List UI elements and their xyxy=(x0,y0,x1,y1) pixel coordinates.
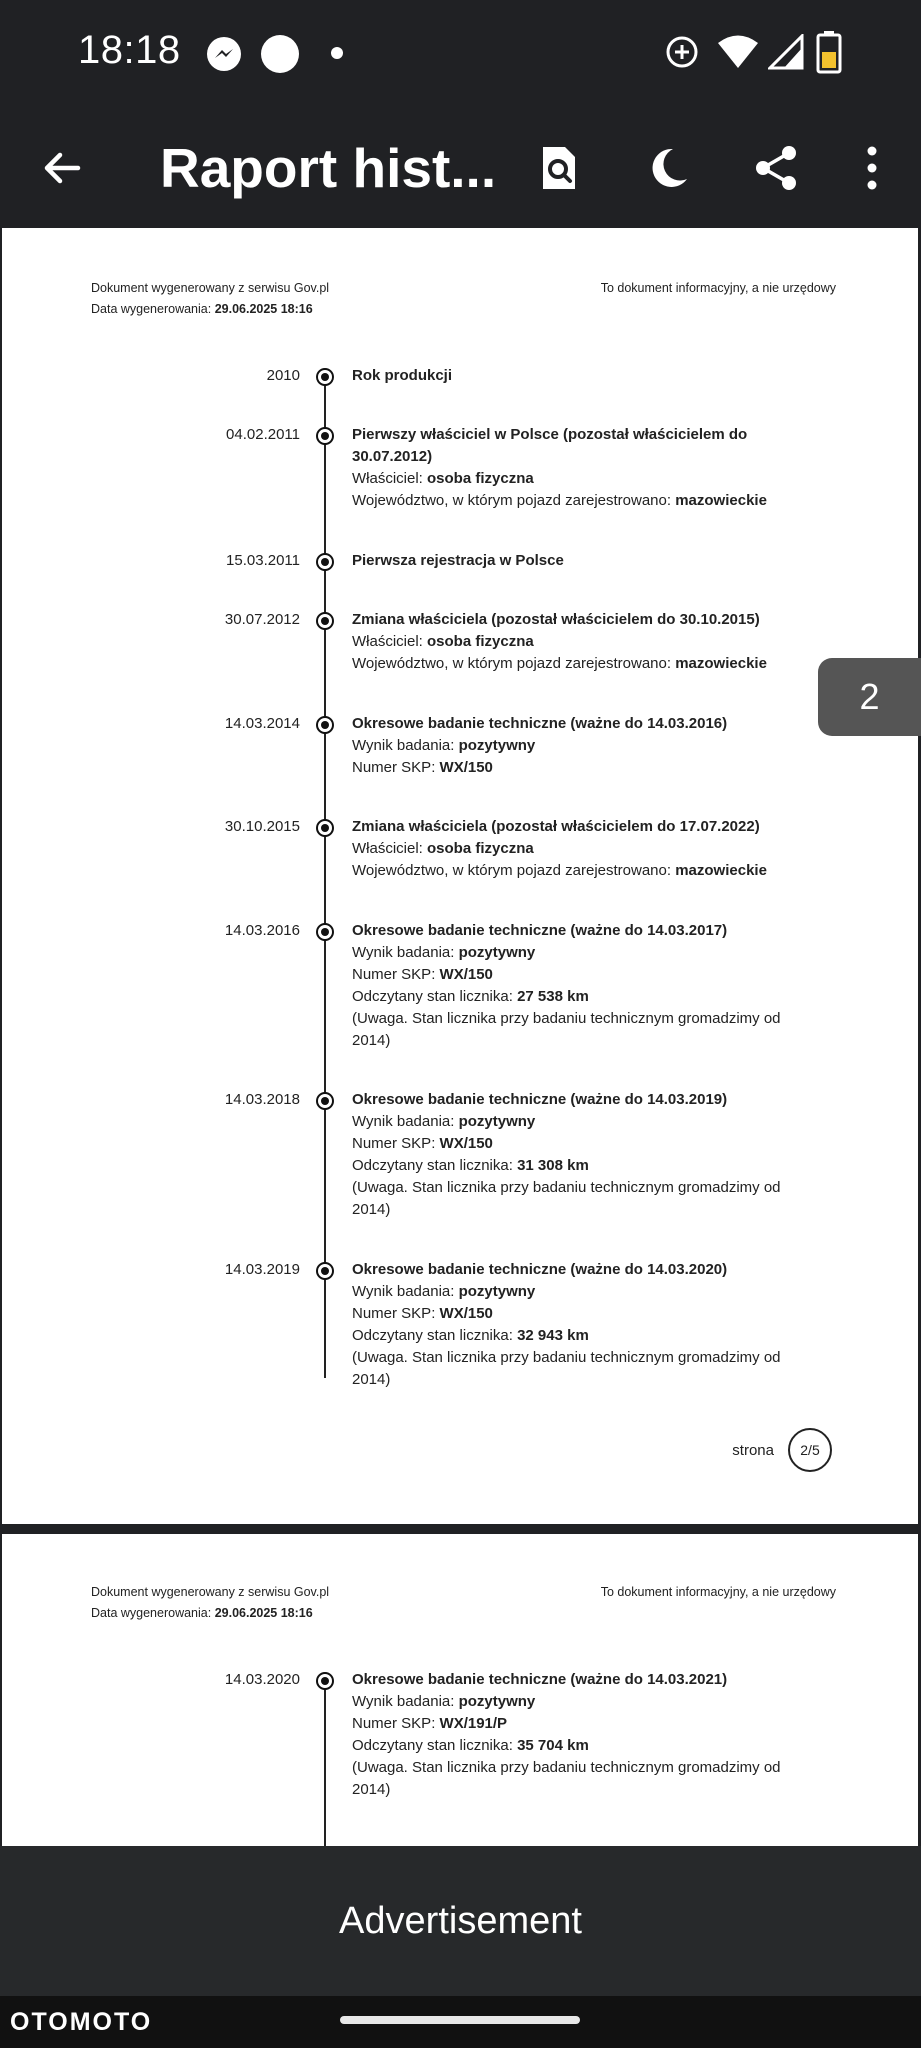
moon-icon xyxy=(645,145,691,191)
signal-icon xyxy=(768,34,804,70)
timeline-dot-icon xyxy=(316,1262,334,1280)
search-document-icon xyxy=(537,143,583,193)
event-date: 14.03.2016 xyxy=(224,922,300,939)
page-title: Raport hist... xyxy=(160,137,497,199)
navigation-bar xyxy=(0,1996,921,2048)
event-detail: Województwo, w którym pojazd zarejestrowano: mazowieckie xyxy=(352,655,767,672)
event-title: Rok produkcji xyxy=(352,367,453,384)
find-in-document-button[interactable] xyxy=(530,138,590,198)
status-bar xyxy=(0,0,921,108)
timeline-line xyxy=(324,1680,326,1846)
page-label: strona xyxy=(732,1441,774,1459)
home-gesture-handle[interactable] xyxy=(340,2016,580,2024)
event-detail: Odczytany stan licznika: 32 943 km xyxy=(352,1327,589,1344)
document-page-2 xyxy=(2,228,918,1524)
timeline-dot-icon xyxy=(316,612,334,630)
header-source: Dokument wygenerowany z serwisu Gov.pl xyxy=(91,281,330,295)
header-generated: Data wygenerowania: 29.06.2025 18:16 xyxy=(91,1606,313,1620)
event-note: (Uwaga. Stan licznika przy badaniu technicznym gromadzimy od 2014) xyxy=(352,1179,781,1218)
messenger-icon xyxy=(206,36,242,72)
timeline-dot-icon xyxy=(316,1672,334,1690)
more-options-button[interactable] xyxy=(842,138,902,198)
timeline-dot-icon xyxy=(316,716,334,734)
page-indicator xyxy=(732,1428,832,1472)
event-note: (Uwaga. Stan licznika przy badaniu technicznym gromadzimy od 2014) xyxy=(352,1349,781,1388)
event-date: 14.03.2019 xyxy=(224,1261,300,1278)
back-button[interactable] xyxy=(32,138,92,198)
timeline-dot-icon xyxy=(316,819,334,837)
event-title: Okresowe badanie techniczne (ważne do 14.03.2021) xyxy=(352,1671,728,1688)
timeline-dot-icon xyxy=(316,427,334,445)
event-detail: Właściciel: osoba fizyczna xyxy=(352,840,534,857)
event-detail: Województwo, w którym pojazd zarejestrowano: mazowieckie xyxy=(352,492,767,509)
timeline-line xyxy=(324,376,326,1378)
event-detail: Odczytany stan licznika: 31 308 km xyxy=(352,1157,589,1174)
event-date: 15.03.2011 xyxy=(226,552,300,569)
event-note: (Uwaga. Stan licznika przy badaniu technicznym gromadzimy od 2014) xyxy=(352,1010,781,1049)
event-title: Zmiana właściciela (pozostał właścicielem do 30.10.2015) xyxy=(352,611,760,628)
header-disclaimer: To dokument informacyjny, a nie urzędowy xyxy=(600,281,836,295)
share-button[interactable] xyxy=(746,138,806,198)
timeline-dot-icon xyxy=(316,1092,334,1110)
dark-mode-button[interactable] xyxy=(638,138,698,198)
document-page-3 xyxy=(2,1534,918,1846)
share-icon xyxy=(753,144,799,192)
brand-watermark: OTOMOTO xyxy=(10,2008,153,2036)
event-note: (Uwaga. Stan licznika przy badaniu technicznym gromadzimy od 2014) xyxy=(352,1759,781,1798)
page-header-left xyxy=(91,1582,329,1624)
event-title: Okresowe badanie techniczne (ważne do 14.03.2019) xyxy=(352,1091,728,1108)
event-title: Zmiana właściciela (pozostał właścicielem do 17.07.2022) xyxy=(352,818,760,835)
event-detail: Numer SKP: WX/191/P xyxy=(352,1715,508,1732)
event-title: Okresowe badanie techniczne (ważne do 14.03.2016) xyxy=(352,715,728,732)
page-header-left xyxy=(91,278,329,320)
arrow-left-icon xyxy=(40,146,84,190)
event-detail: Numer SKP: WX/150 xyxy=(352,1305,493,1322)
event-title: Pierwszy właściciel w Polsce (pozostał właścicielem do 30.07.2012) xyxy=(352,426,748,465)
event-date: 14.03.2014 xyxy=(224,715,300,732)
advertisement-banner[interactable]: Advertisement xyxy=(0,1846,921,1996)
event-title: Okresowe badanie techniczne (ważne do 14.03.2020) xyxy=(352,1261,728,1278)
timeline-dot-icon xyxy=(316,553,334,571)
event-date: 2010 xyxy=(266,367,300,384)
timeline-dot-icon xyxy=(316,923,334,941)
page-jump-badge[interactable]: 2 xyxy=(818,658,921,736)
more-vert-icon xyxy=(864,145,880,191)
event-detail: Wynik badania: pozytywny xyxy=(352,1113,536,1130)
data-saver-icon xyxy=(664,34,700,70)
event-detail: Wynik badania: pozytywny xyxy=(352,737,536,754)
status-time: 18:18 xyxy=(78,28,181,72)
event-detail: Województwo, w którym pojazd zarejestrowano: mazowieckie xyxy=(352,862,767,879)
battery-icon xyxy=(816,30,842,74)
header-source: Dokument wygenerowany z serwisu Gov.pl xyxy=(91,1585,330,1599)
event-detail: Wynik badania: pozytywny xyxy=(352,944,536,961)
more-notifications-icon xyxy=(330,46,344,60)
header-disclaimer: To dokument informacyjny, a nie urzędowy xyxy=(600,1585,836,1599)
event-title: Okresowe badanie techniczne (ważne do 14.03.2017) xyxy=(352,922,728,939)
event-date: 30.07.2012 xyxy=(224,611,300,628)
timeline-dot-icon xyxy=(316,368,334,386)
event-detail: Numer SKP: WX/150 xyxy=(352,1135,493,1152)
event-date: 04.02.2011 xyxy=(226,426,300,443)
event-detail: Wynik badania: pozytywny xyxy=(352,1693,536,1710)
notification-dot-icon xyxy=(260,34,300,74)
event-detail: Wynik badania: pozytywny xyxy=(352,1283,536,1300)
event-detail: Numer SKP: WX/150 xyxy=(352,966,493,983)
event-date: 14.03.2020 xyxy=(224,1671,300,1688)
event-date: 30.10.2015 xyxy=(224,818,300,835)
wifi-icon xyxy=(716,34,760,70)
header-generated: Data wygenerowania: 29.06.2025 18:16 xyxy=(91,302,313,316)
event-detail: Właściciel: osoba fizyczna xyxy=(352,633,534,650)
page-number: 2/5 xyxy=(788,1428,832,1472)
event-detail: Odczytany stan licznika: 35 704 km xyxy=(352,1737,589,1754)
event-title: Pierwsza rejestracja w Polsce xyxy=(352,552,564,569)
event-detail: Odczytany stan licznika: 27 538 km xyxy=(352,988,589,1005)
event-detail: Właściciel: osoba fizyczna xyxy=(352,470,534,487)
app-bar xyxy=(0,108,921,228)
event-detail: Numer SKP: WX/150 xyxy=(352,759,493,776)
event-date: 14.03.2018 xyxy=(224,1091,300,1108)
